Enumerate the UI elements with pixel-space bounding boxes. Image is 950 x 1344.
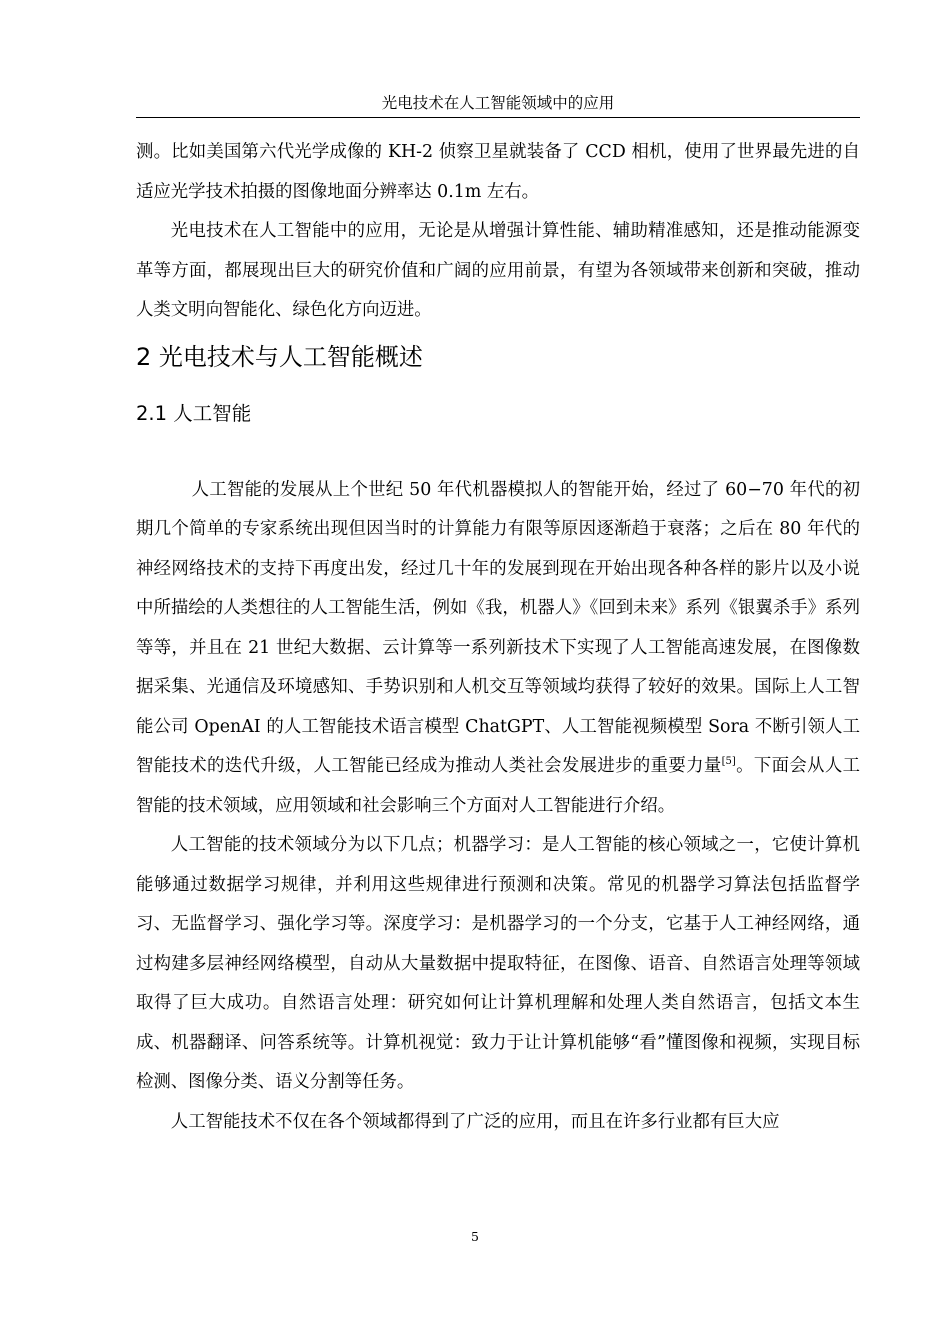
page-body [136,133,860,1142]
page-number: 5 [471,1229,479,1244]
running-header [136,92,860,118]
paragraph-ai-applications: 人工智能技术不仅在各个领域都得到了广泛的应用，而且在许多行业都有巨大应 [170,1111,780,1132]
paragraph-ai-history [136,471,860,827]
paragraph-ai-technical-fields: 人工智能的技术领域分为以下几点；机器学习：是人工智能的核心领域之一，它使计算机能够通过数据学习规律，并利用这些规律进行预测和决策。常见的机器学习算法包括监督学习、无监督学习、强化学习等。深度学习：是机器学习的一个分支，它基于人工神经网络，通过构建多层神经网络模型，自动从大量数据中提取特征，在图像、语音、自然语言处理等领域取得了巨大成功。自然语言处理：研究如何让计算机理解和处理人类自然语言，包括文本生成、机器翻译、问答系统等。计算机视觉：致力于让计算机能够“看”懂图像和视频，实现目标检测、图像分类、语义分割等任务。 [136,835,860,1092]
paragraph-summary: 光电技术在人工智能中的应用，无论是从增强计算性能、辅助精准感知，还是推动能源变革等方面，都展现出巨大的研究价值和广阔的应用前景，有望为各领域带来创新和突破，推动人类文明向智能化、绿色化方向迈进。 [136,221,860,320]
citation-reference[interactable]: [5] [721,756,736,767]
paragraph-ai-history-text: 人工智能的发展从上个世纪 50 年代机器模拟人的智能开始，经过了 60−70 年代的初期几个简单的专家系统出现但因当时的计算能力有限等原因逐渐趋于衰落；之后在 80 年代的神经网络技术的支持下再度出发，经过几十年的发展到现在开始出现各种各样的影片以及小说中所描绘的人类想往的人工智能生活，例如《我，机器人》《回到未来》系列《银翼杀手》系列等等，并且在 21 世纪大数据、云计算等一系列新技术下实现了人工智能高速发展，在图像数据采集、光通信及环境感知、手势识别和人机交互等领域均获得了较好的效果。国际上人工智能公司 OpenAI 的人工智能技术语言模型 ChatGPT、人工智能视频模型 Sora 不断引领人工智能技术的迭代升级，人工智能已经成为推动人类社会发展进步的重要力量 [136,479,860,776]
paragraph-continued: 测。比如美国第六代光学成像的 KH-2 侦察卫星就装备了 CCD 相机，使用了世界最先进的自适应光学技术拍摄的图像地面分辨率达 0.1m 左右。 [136,142,860,202]
section-heading-2: 2 光电技术与人工智能概述 [136,342,423,371]
running-header-title: 光电技术在人工智能领域中的应用 [381,94,615,112]
paragraph-ai-history-tail: 。下面会从人工智能的技术领域，应用领域和社会影响三个方面对人工智能进行介绍。 [136,756,860,816]
section-heading-2-1: 2.1 人工智能 [136,401,252,425]
